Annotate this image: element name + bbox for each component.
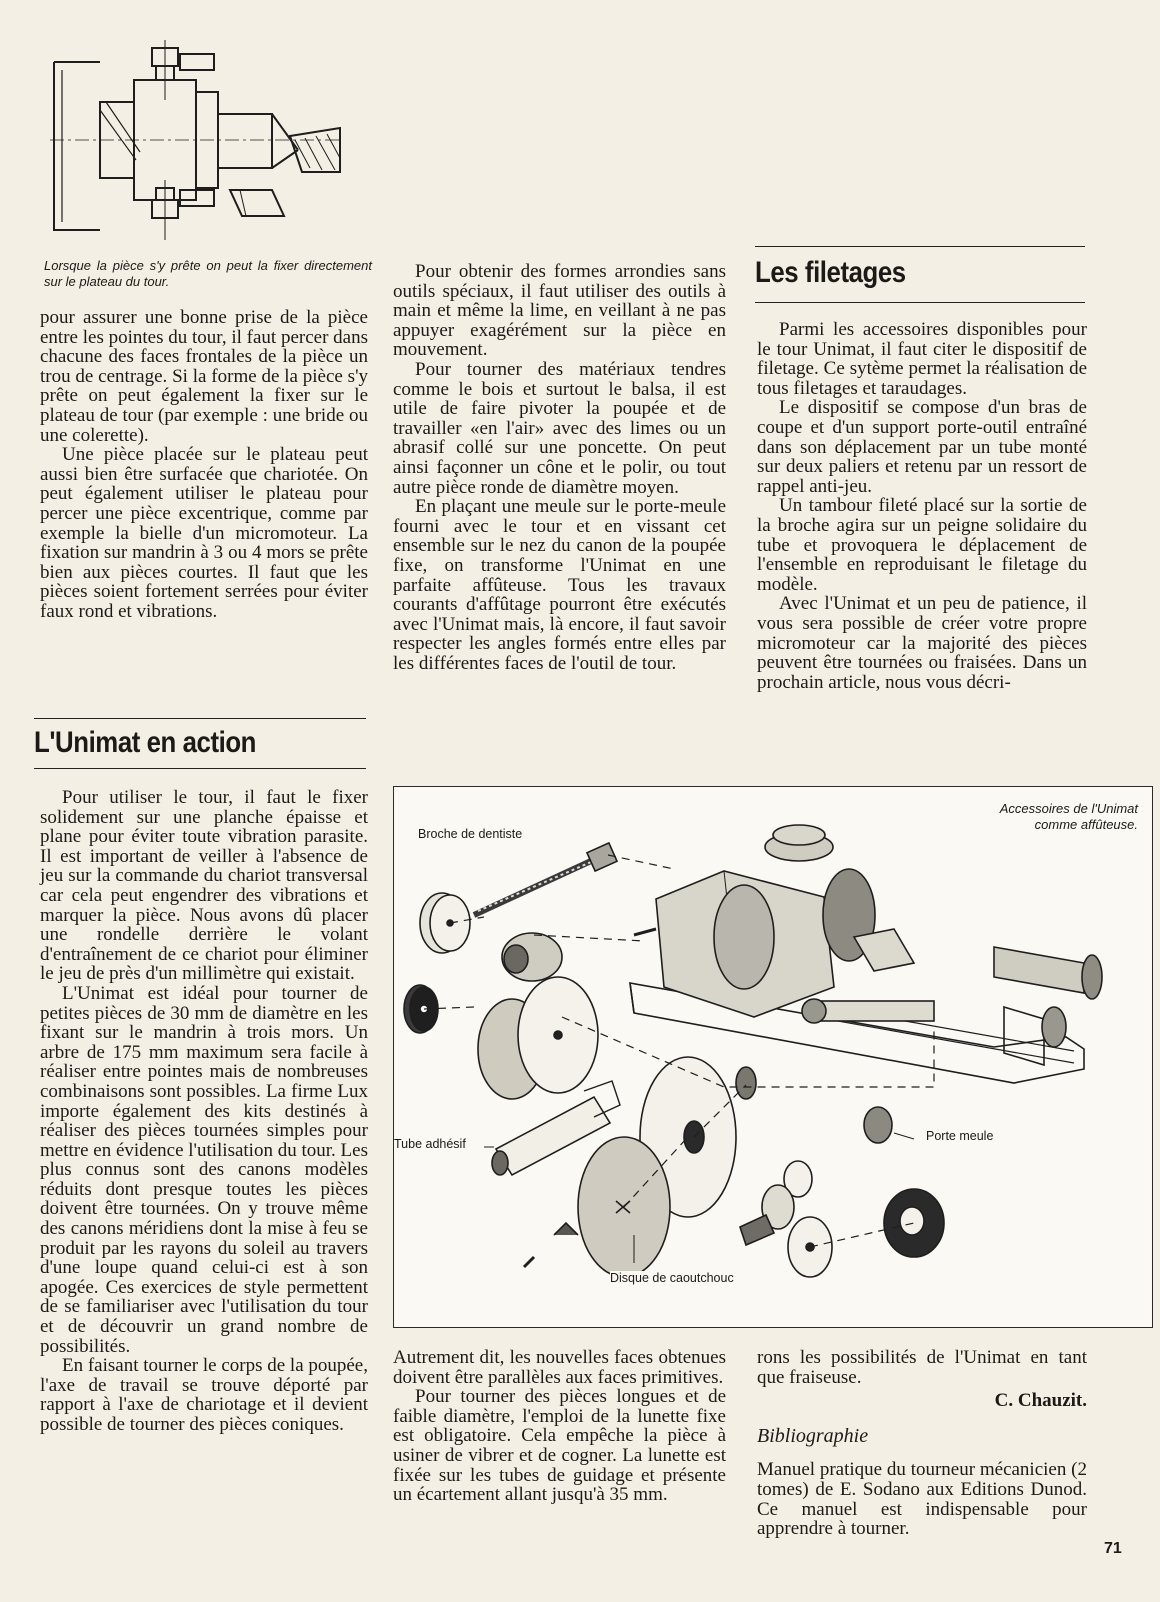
section-rule-top bbox=[34, 718, 366, 719]
paragraph: Un tambour fileté placé sur la sortie de la broche agira sur un peigne solidaire du tube et provoquera le déplacement de l'ensemble en reproduisant le filetage du modèle. bbox=[757, 495, 1087, 595]
section-heading-filetages: Les filetages bbox=[755, 256, 906, 289]
paragraph: En plaçant une meule sur le porte-meule fourni avec le tour et en vissant cet ensemble sur le nez du canon de la poupée fixe, on transforme l'Unimat en une parfaite affûteuse. Tous les travaux courants d'affûtage pourront être exécutés avec l'Unimat mais, là encore, il faut savoir respecter les angles formés entre elles par les différentes faces de l'outil de tour. bbox=[393, 496, 726, 674]
paragraph: L'Unimat est idéal pour tourner de petites pièces de 30 mm de diamètre en les fixant sur le mandrin à trois mors. Un arbre de 175 mm maximum sera facile à réaliser entre pointes mais de nombreuses combinaisons sont possibles. La firme Lux importe également des kits destinés à réaliser des pièces tournées simples pour mettre en évidence l'utilisation du tour. Les plus connus sont des canons modèles réduits dont presque toutes les pièces doivent être tournées. On y trouve même des canons méridiens dont la mise à feu se produit par les rayons du soleil au travers d'une loupe quand celui-ci est à son apogée. Ces exercices de style permettent de se familiariser avec l'utilisation du tour et de découvrir un grand nombre de possibilités. bbox=[40, 982, 368, 1357]
accessories-caption: Accessoires de l'Unimat comme affûteuse. bbox=[999, 801, 1138, 832]
bibliography-text: Manuel pratique du tourneur mécanicien (2 tomes) de E. Sodano aux Editions Dunod. Ce manuel est indispensable pour apprendre à tourner. bbox=[757, 1459, 1087, 1540]
paragraph: Autrement dit, les nouvelles faces obtenues doivent être parallèles aux faces primitives. bbox=[393, 1347, 726, 1388]
paragraph: Le dispositif se compose d'un bras de coupe et d'un support porte-outil entraîné dans son déplacement par un tube monté sur deux paliers et retenu par un ressort de rappel anti-jeu. bbox=[757, 397, 1087, 497]
paragraph: En faisant tourner le corps de la poupée, l'axe de travail se trouve déporté par rapport à l'axe de chariotage et il devient possible de tourner des pièces coniques. bbox=[40, 1355, 368, 1435]
col1-bottom-text bbox=[40, 788, 368, 1435]
label-disque-de-caoutchouc: Disque de caoutchouc bbox=[610, 1271, 734, 1285]
top-figure-caption: Lorsque la pièce s'y prête on peut la fixer directement sur le plateau du tour. bbox=[44, 258, 372, 289]
bibliography-title: Bibliographie bbox=[757, 1424, 869, 1447]
col1-top-text bbox=[40, 308, 368, 622]
col2-top-text bbox=[393, 262, 726, 673]
col3-top-text bbox=[757, 320, 1087, 692]
paragraph: Pour obtenir des formes arrondies sans outils spéciaux, il faut utiliser des outils à main et même la lime, en veillant à ne pas appuyer exagérément sur la pièce en mouvement. bbox=[393, 261, 726, 361]
filetages-rule-top bbox=[755, 246, 1085, 247]
col2-bottom-text bbox=[393, 1348, 726, 1505]
continuation-text: rons les possibilités de l'Unimat en tant que fraiseuse. bbox=[757, 1347, 1087, 1388]
paragraph: pour assurer une bonne prise de la pièce entre les pointes du tour, il faut percer dans chacune des faces frontales de la pièce un trou de centrage. Si la forme de la pièce s'y prête on peut également la fixer sur le plateau de tour (par exemple : une bride ou une colerette). bbox=[40, 307, 368, 446]
label-porte-meule: Porte meule bbox=[926, 1129, 994, 1143]
paragraph: Une pièce placée sur le plateau peut aussi bien être surfacée que chariotée. On peut également utiliser le plateau pour percer une pièce excentrique, comme par exemple la bielle d'un micromoteur. La fixation sur mandrin à 3 ou 4 mors se prête bien aux pièces courtes. Il faut que les pièces soient fortement serrées pour éviter faux rond et vibrations. bbox=[40, 444, 368, 622]
page-number: 71 bbox=[1104, 1540, 1122, 1557]
paragraph: Pour utiliser le tour, il faut le fixer solidement sur une planche épaisse et plane pour éviter toute vibration parasite. Il est important de veiller à l'absence de jeu sur la commande du chariot transversal car cela peut engendrer des vibrations et marquer la pièce. Nous avons dû placer une rondelle derrière le volant d'entraînement de ce chariot pour éliminer le jeu de près d'un millimètre qui existait. bbox=[40, 787, 368, 985]
paragraph: Avec l'Unimat et un peu de patience, il vous sera possible de créer votre propre micromoteur car la majorité des pièces peuvent être tournées ou fraisées. Dans un prochain article, nous vous décri- bbox=[757, 593, 1087, 693]
col3-bottom-text bbox=[757, 1348, 1087, 1539]
author-signature: C. Chauzit. bbox=[994, 1390, 1087, 1412]
paragraph: Pour tourner des matériaux tendres comme le bois et surtout le balsa, il est utile de faire pivoter la poupée et de travailler «en l'air» avec des limes ou un abrasif collé sur une poncette. On peut ainsi façonner un cône et le polir, ou tout autre pièce ronde de diamètre moyen. bbox=[393, 358, 726, 498]
paragraph: Pour tourner des pièces longues et de faible diamètre, l'emploi de la lunette fixe est obligatoire. Cela empêche la pièce à usiner de vibrer et de cogner. La lunette est fixée sur les tubes de guidage et présente un écartement allant jusqu'à 35 mm. bbox=[393, 1386, 726, 1506]
filetages-rule-bottom bbox=[755, 302, 1085, 303]
paragraph: Parmi les accessoires disponibles pour le tour Unimat, il faut citer le dispositif de filetage. Ce sytème permet la réalisation de tous filetages et taraudages. bbox=[757, 319, 1087, 399]
accessories-figure bbox=[393, 786, 1153, 1328]
faceplate-drawing bbox=[40, 40, 370, 265]
label-broche-de-dentiste: Broche de dentiste bbox=[418, 827, 523, 841]
label-tube-adhesif: Tube adhésif bbox=[394, 1137, 466, 1151]
section-rule-bottom bbox=[34, 768, 366, 769]
section-heading-unimat: L'Unimat en action bbox=[34, 726, 257, 759]
